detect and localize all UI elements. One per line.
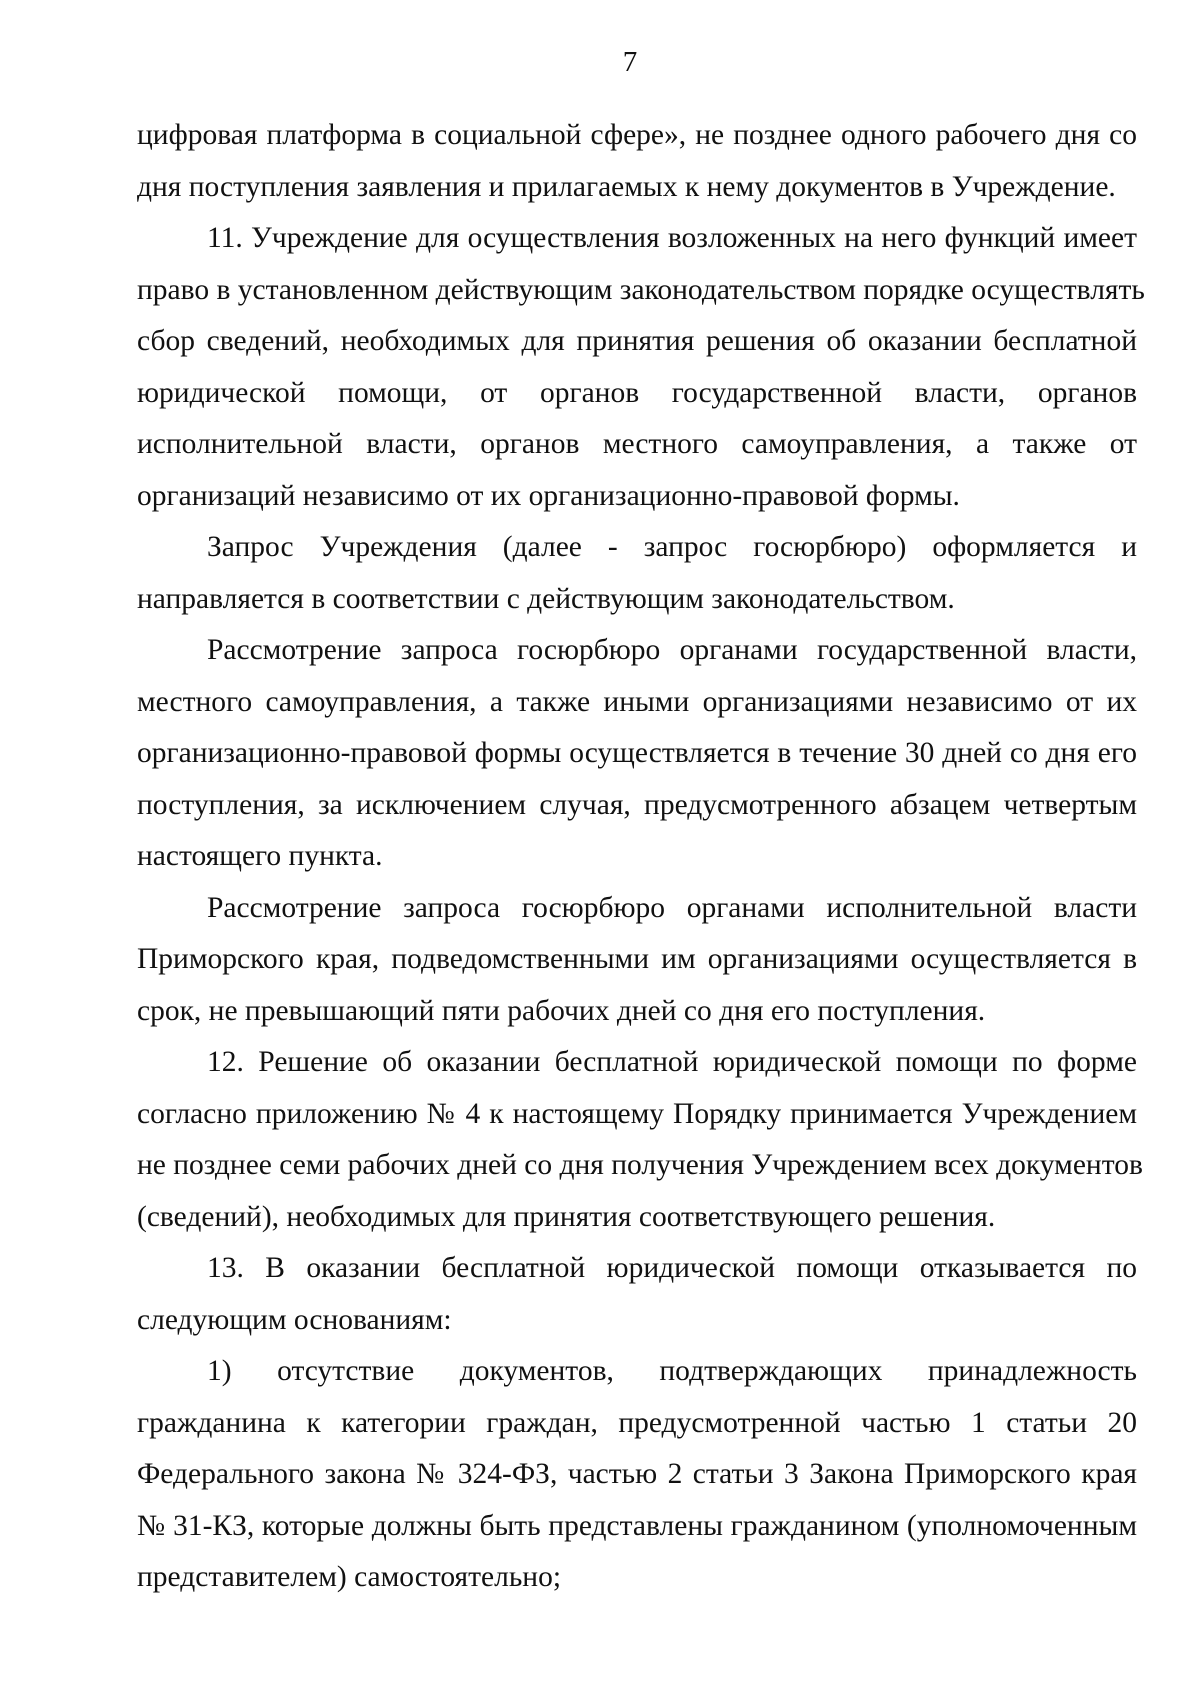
text-line: Федерального закона № 324-ФЗ, частью 2 статьи 3 Закона Приморского края — [137, 1458, 1137, 1490]
text-line: направляется в соответствии с действующим законодательством. — [137, 582, 955, 615]
text-line: (сведений), необходимых для принятия соответствующего решения. — [137, 1200, 996, 1233]
text-line: организаций независимо от их организационно-правовой формы. — [137, 479, 960, 512]
text-line: Приморского края, подведомственными им организациями осуществляется в — [137, 943, 1137, 975]
paragraph — [137, 625, 1137, 883]
paragraph — [137, 522, 1137, 625]
text-line: цифровая платформа в социальной сфере», не позднее одного рабочего дня со — [137, 119, 1137, 151]
text-line: 12. Решение об оказании бесплатной юридической помощи по форме — [207, 1046, 1137, 1078]
text-line: представителем) самостоятельно; — [137, 1561, 562, 1593]
text-line: Рассмотрение запроса госюрбюро органами государственной власти, — [207, 634, 1137, 666]
paragraph — [137, 110, 1137, 213]
text-line: гражданина к категории граждан, предусмотренной частью 1 статьи 20 — [137, 1406, 1137, 1439]
text-line: местного самоуправления, а также иными организациями независимо от их — [137, 685, 1137, 718]
text-line: организационно-правовой формы осуществляется в течение 30 дней со дня его — [137, 737, 1137, 769]
text-line: 13. В оказании бесплатной юридической помощи отказывается по — [207, 1252, 1137, 1284]
text-line: Рассмотрение запроса госюрбюро органами исполнительной власти — [207, 891, 1137, 924]
text-line: право в установленном действующим законодательством порядке осуществлять — [137, 273, 1145, 306]
text-line: 1) отсутствие документов, подтверждающих принадлежность — [207, 1355, 1137, 1387]
paragraph — [137, 1037, 1143, 1243]
text-line: настоящего пункта. — [137, 840, 383, 872]
text-line: № 31-КЗ, которые должны быть представлены гражданином (уполномоченным — [137, 1509, 1137, 1542]
text-line: следующим основаниям: — [137, 1303, 452, 1336]
paragraph — [137, 883, 1137, 1038]
text-line: Запрос Учреждения (далее - запрос госюрбюро) оформляется и — [207, 531, 1137, 563]
page-number: 7 — [622, 46, 638, 78]
paragraph — [137, 213, 1145, 522]
text-line: сбор сведений, необходимых для принятия решения об оказании бесплатной — [137, 325, 1137, 357]
text-line: исполнительной власти, органов местного самоуправления, а также от — [137, 428, 1137, 460]
text-line: 11. Учреждение для осуществления возложенных на него функций имеет — [207, 222, 1137, 254]
text-line: не позднее семи рабочих дней со дня получения Учреждением всех документов — [137, 1149, 1143, 1181]
paragraph — [137, 1346, 1137, 1604]
text-line: срок, не превышающий пяти рабочих дней со дня его поступления. — [137, 994, 986, 1027]
document-body — [137, 110, 1145, 1604]
paragraph — [137, 1243, 1137, 1346]
text-line: юридической помощи, от органов государственной власти, органов — [137, 376, 1137, 409]
text-line: дня поступления заявления и прилагаемых к нему документов в Учреждение. — [137, 170, 1116, 203]
text-line: поступления, за исключением случая, предусмотренного абзацем четвертым — [137, 788, 1137, 821]
text-line: согласно приложению № 4 к настоящему Порядку принимается Учреждением — [137, 1097, 1137, 1130]
